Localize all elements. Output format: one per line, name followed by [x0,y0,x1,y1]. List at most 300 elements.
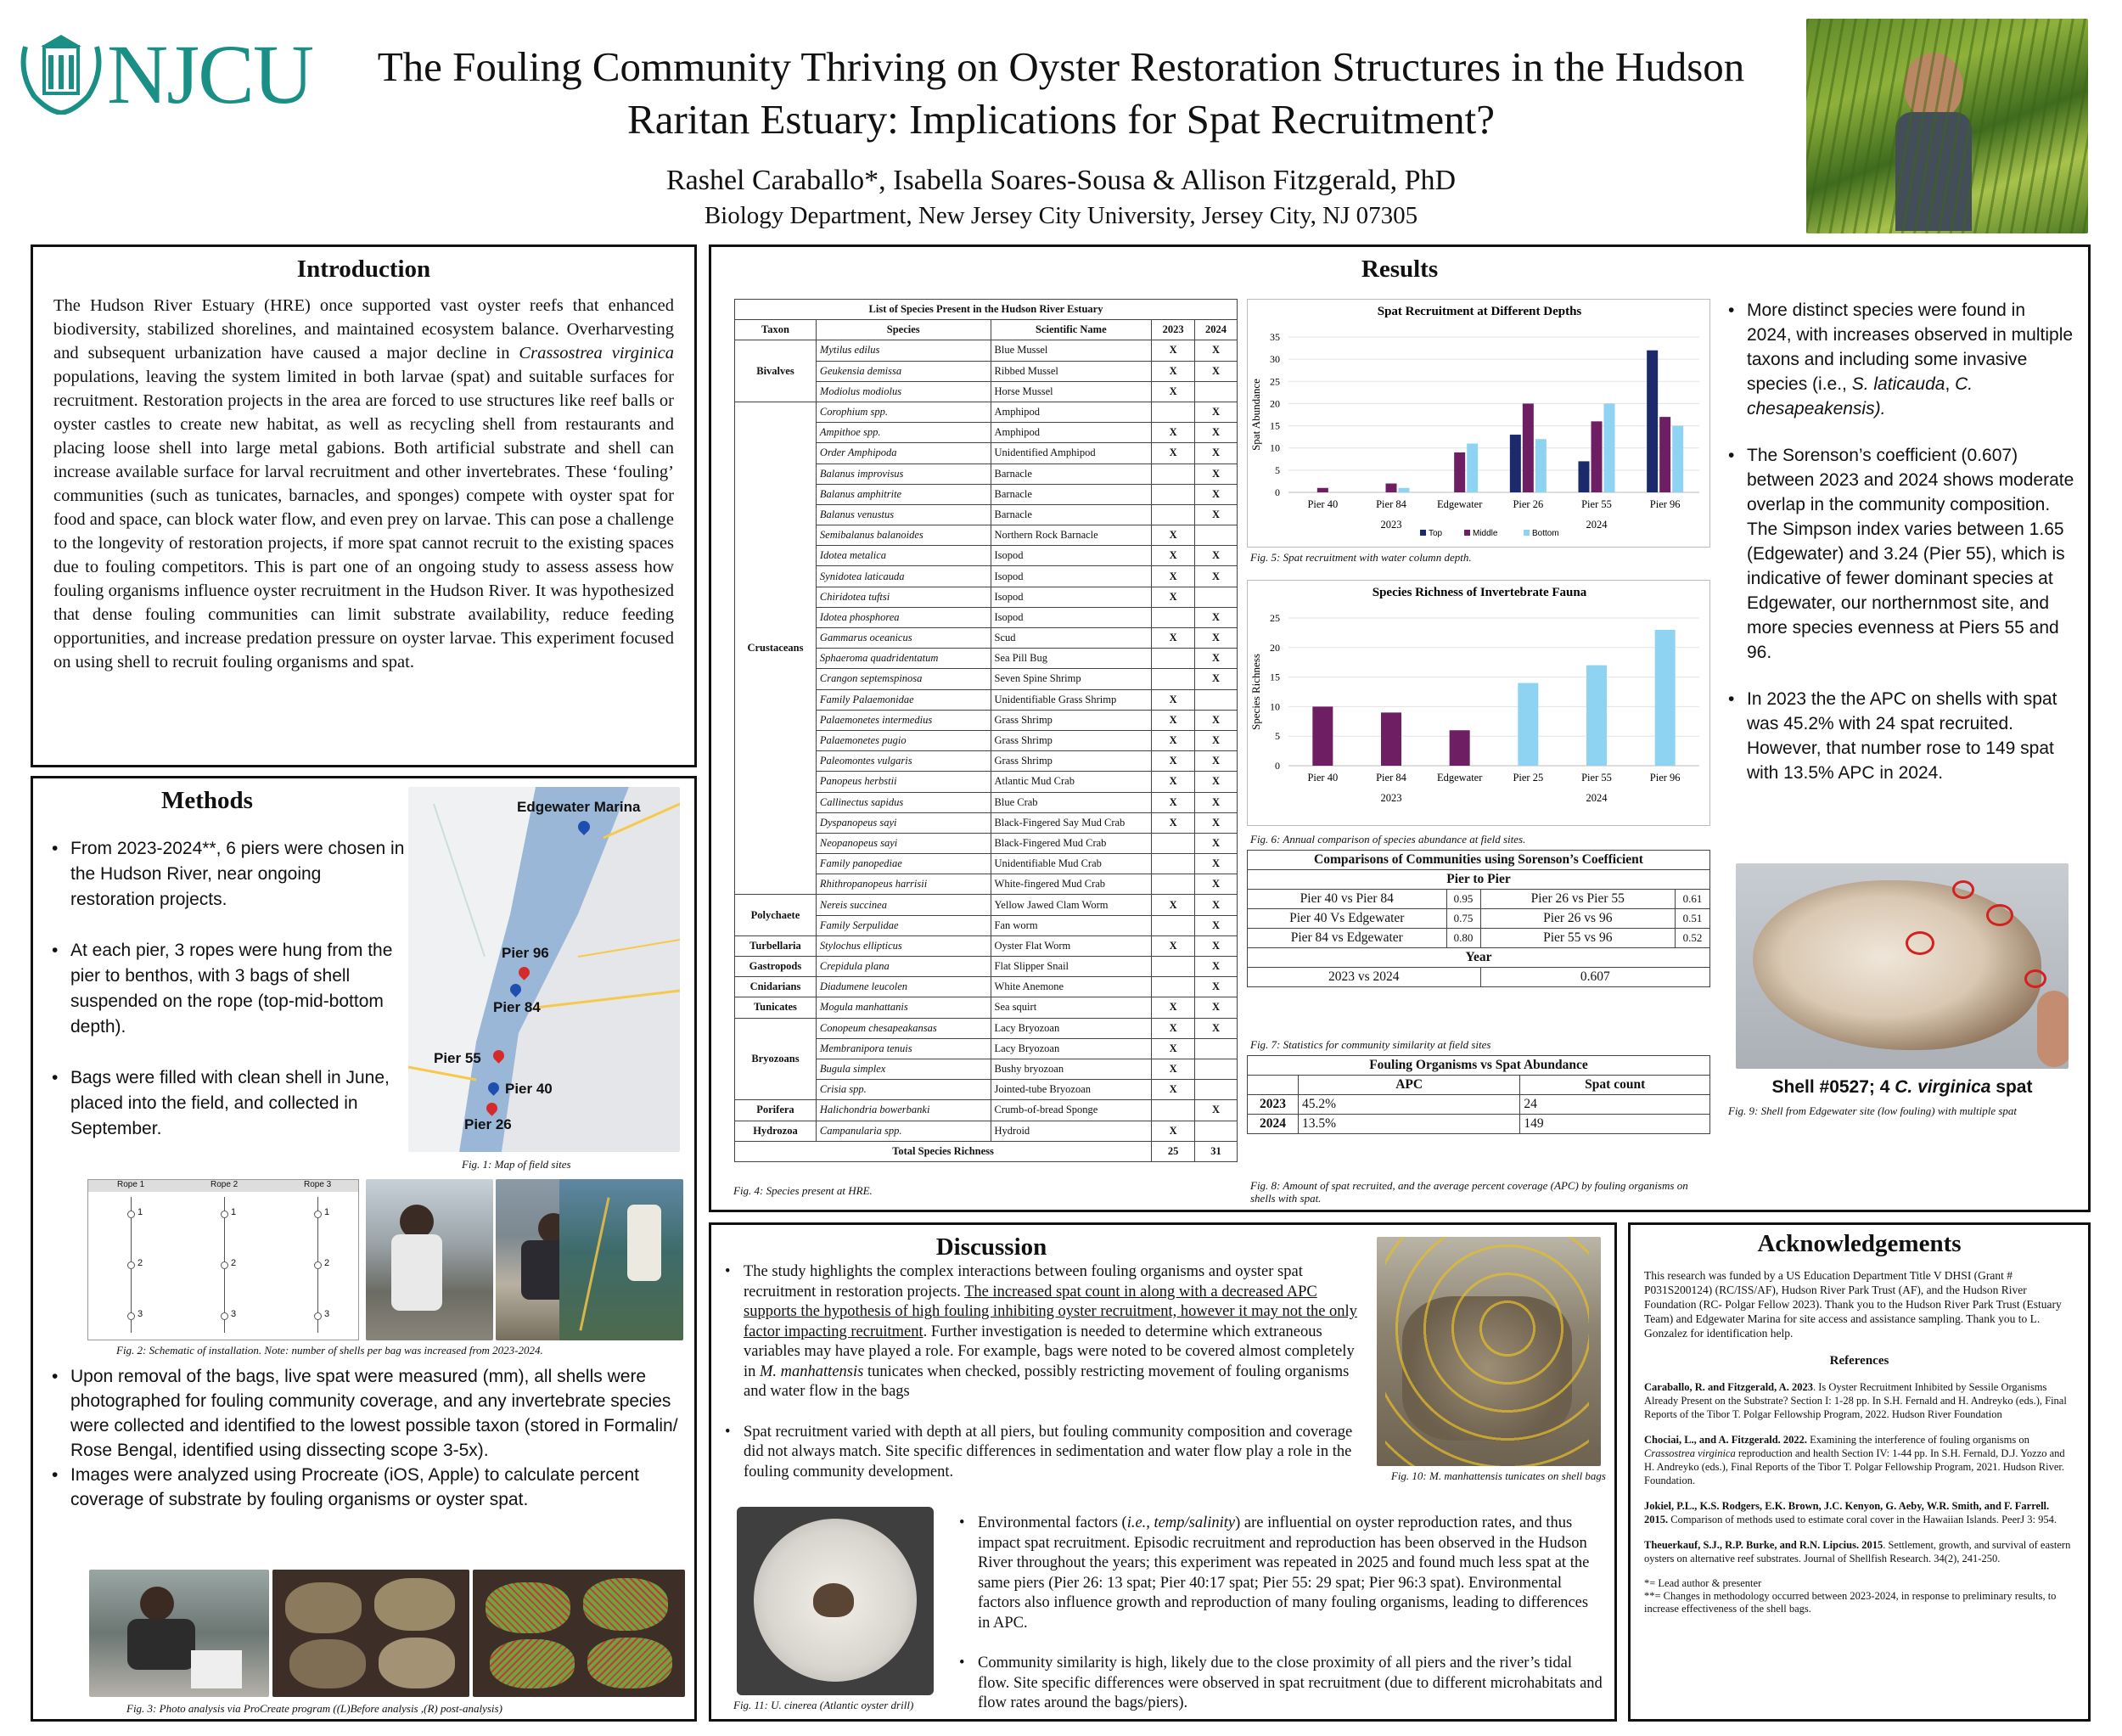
presence-2024-cell: X [1195,669,1238,689]
species-table-caption: List of Species Present in the Hudson River Estuary [735,300,1238,320]
presence-2024-cell: X [1195,340,1238,361]
bag-marker [314,1211,322,1218]
species-cell: Semibalanus balanoides [816,525,991,546]
common-name-cell: Barnacle [991,463,1152,484]
bar [1450,730,1470,766]
presence-2024-cell: X [1195,915,1238,935]
chart-species-richness-svg [1248,581,1711,827]
y-tick-label: 10 [1270,700,1280,713]
bag-number: 1 [324,1207,330,1217]
x-tick-label: Edgewater [1436,772,1483,784]
bag-number: 1 [138,1207,143,1217]
presence-2024-cell: X [1195,854,1238,874]
species-cell: Stylochus ellipticus [816,935,991,956]
presence-2023-cell: X [1152,710,1195,730]
chart-title: Spat Recruitment at Different Depths [1377,305,1582,318]
species-cell: Dyspanopeus sayi [816,812,991,833]
common-name-cell: Amphipod [991,402,1152,422]
sorenson-sub-year: Year [1248,948,1710,968]
species-cell: Palaemonetes pugio [816,730,991,750]
sorenson-cell: Pier 26 vs 96 [1480,909,1675,929]
common-name-cell: Sea squirt [991,997,1152,1018]
sorenson-cell: 0.61 [1676,890,1710,909]
discussion-bullet-1-italic: M. manhattensis [760,1362,864,1380]
species-cell: Modiolus modiolus [816,381,991,402]
map-label-pier55: Pier 55 [434,1050,481,1066]
presence-2024-cell [1195,1059,1238,1079]
presence-2023-cell [1152,504,1195,525]
species-cell: Mytilus edilus [816,340,991,361]
fig11-caption: Fig. 11: U. cinerea (Atlantic oyster drill) [733,1699,914,1711]
species-cell: Ampithoe spp. [816,423,991,443]
legend-label: Top [1429,529,1443,538]
species-cell: Balanus improvisus [816,463,991,484]
sorenson-cell: 0.52 [1676,929,1710,948]
shell-label-a: Shell #0527; 4 [1771,1077,1895,1097]
common-name-cell: Barnacle [991,504,1152,525]
title-line-1: The Fouling Community Thriving on Oyster Restoration Structures in the Hudson [377,43,1745,90]
legend-swatch [1420,530,1426,536]
total-label: Total Species Richness [735,1141,1152,1161]
common-name-cell: Yellow Jawed Clam Worm [991,895,1152,915]
acknowledgements-panel [1628,1222,2091,1722]
results-bullet-1-c: , [1945,374,1956,394]
total-2023: 25 [1152,1141,1195,1161]
species-cell: Crepidula plana [816,957,991,977]
installation-photo-1 [366,1179,493,1340]
species-cell: Family Palaemonidae [816,689,991,710]
footnote-lead: *= Lead author & presenter [1644,1577,1762,1589]
discussion-bullet-4: • Community similarity is high, likely due to the close proximity of all piers and the river’s tidal flow. Site specific differences were observed in spat recruitment (due to different microhabitats and flow rates around the bags/piers). [957,1654,1603,1714]
njcu-seal-icon [19,30,104,115]
common-name-cell: Lacy Bryozoan [991,1018,1152,1038]
sorenson-year-label: 2023 vs 2024 [1248,968,1481,987]
x-tick-label: Pier 40 [1307,772,1339,784]
y-tick-label: 20 [1270,397,1280,410]
bar-top [1647,351,1658,492]
common-name-cell: Scud [991,628,1152,649]
legend-swatch [1464,530,1470,536]
x-tick-label: Pier 84 [1376,772,1406,784]
presence-2024-cell [1195,587,1238,607]
bag-marker [314,1261,322,1269]
bar [1381,712,1401,766]
species-cell: Idotea metalica [816,546,991,566]
discussion-bullet-1 [723,1262,1368,1402]
fig9-caption: Fig. 9: Shell from Edgewater site (low fouling) with multiple spat [1728,1104,2018,1117]
reference-item [1644,1433,2074,1487]
bar-top [1510,435,1521,492]
y-tick-label: 0 [1275,486,1280,498]
discussion-bullet-2: • Spat recruitment varied with depth at all piers, but fouling community composition and coverage did not always match. Site specific differences in sedimentation and water flow play a role in the fouling community development. [723,1423,1368,1483]
table-row [735,1100,1238,1121]
results-bullet-3: • In 2023 the the APC on shells with spat was 45.2% with 24 spat recruited. However, that number rose to 149 spat with 13.5% APC in 2024. [1726,687,2074,785]
discussion-bullet-3 [957,1514,1603,1633]
species-table-header: Taxon [735,320,817,340]
sorenson-table [1247,850,1710,987]
sorenson-title: Comparisons of Communities using Sorenson’s Coefficient [1248,851,1710,870]
group-label: 2023 [1380,792,1402,804]
species-cell: Chiridotea tuftsi [816,587,991,607]
results-bullet-1-a: More distinct species were found in 2024, with increases observed in multiple taxons and including some invasive species (i.e., [1747,301,2074,394]
common-name-cell: Black-Fingered Say Mud Crab [991,812,1152,833]
authors: Rashel Caraballo*, Isabella Soares-Sousa & Allison Fitzgerald, PhD [665,165,1457,196]
taxon-cell: Polychaete [735,895,817,935]
affiliation: Biology Department, New Jersey City University, Jersey City, NJ 07305 [704,202,1418,229]
x-tick-label: Pier 96 [1649,498,1681,510]
x-tick-label: Pier 25 [1513,772,1544,784]
table-row [735,340,1238,361]
table-row [1248,929,1710,948]
acknowledgements-title: Acknowledgements [1757,1230,1962,1257]
fig7-caption: Fig. 7: Statistics for community similarity at field sites [1250,1038,1491,1051]
bag-number: 3 [138,1309,143,1319]
presence-2023-cell [1152,649,1195,669]
results-title: Results [1361,256,1439,283]
presence-2023-cell: X [1152,628,1195,649]
bag-number: 2 [231,1258,237,1268]
chart-spat-depth [1247,299,1710,548]
discussion-bullet-1-b: . Further investigation is needed to determine which extraneous variables may have played a role. For example, bags were noted to be covered almost completely in [744,1323,1355,1380]
sorenson-cell: Pier 26 vs Pier 55 [1480,890,1675,909]
presence-2024-cell: X [1195,751,1238,772]
introduction-text [53,294,674,674]
fig10-caption: Fig. 10: M. manhattensis tunicates on shell bags [1390,1469,1606,1482]
taxon-cell: Cnidarians [735,977,817,997]
presence-2024-cell: X [1195,792,1238,812]
species-table-header: Species [816,320,991,340]
presence-2024-cell [1195,525,1238,546]
x-tick-label: Pier 96 [1649,772,1681,784]
footnote-methods: **= Changes in methodology occurred between 2023-2024, in response to preliminary results, to increase effectiveness of the shell bags. [1644,1590,2057,1615]
presence-2024-cell: X [1195,361,1238,381]
legend-label: Middle [1473,529,1498,538]
methods-list-top [50,836,407,1142]
bar-bottom [1399,488,1410,492]
x-tick-label: Edgewater [1436,498,1483,510]
apc-cell: 149 [1520,1115,1710,1134]
common-name-cell: Ribbed Mussel [991,361,1152,381]
y-tick-label: 30 [1270,353,1280,366]
presence-2024-cell: X [1195,484,1238,504]
presence-2023-cell: X [1152,689,1195,710]
reference-item [1644,1499,2074,1526]
common-name-cell: Grass Shrimp [991,751,1152,772]
intro-text-part2: populations, leaving the system limited in both larvae (spat) and suitable surfaces for recruitment. Restoration projects in the area are forced to use structures like reef balls or oyster castles to create new habitat, as well as recycling shell from restaurants and placing loose shell into large metal gabions. Both artificial substrate and shell can increase available surface for larval recruitment and other invertebrates. These ‘fouling’ communities (such as tunicates, barnacles, and sponges) compete with oyster spat for food and space, can block water flow, and even prey on larvae. This can pose a challenge to the longevity of restoration projects, if more spat cannot recruit to the existing spaces due to fouling competitors. This is part one of an ongoing study to assess assess how fouling organisms influence oyster recruitment in the Hudson River. It was hypothesized that dense fouling communities can limit substrate availability, reduce feeding opportunities, and increase predation pressure on oyster larvae. This experiment focused on using shell to recruit fouling organisms and spat. [53,368,674,671]
installation-photo-river [559,1179,683,1340]
map-label-pier26: Pier 26 [464,1116,512,1132]
poster-title [306,41,1816,146]
table-row [1248,890,1710,909]
taxon-cell: Bivalves [735,340,817,402]
presence-2023-cell: X [1152,812,1195,833]
reference-text: . Settlement, growth, and survival of eastern oysters on alternative reef substrates. Journal of Shellfish Research. 34(2), 241-250. [1644,1539,2071,1565]
species-cell: Membranipora tenuis [816,1038,991,1059]
fig4-caption: Fig. 4: Species present at HRE. [733,1184,873,1197]
bag-marker [127,1261,135,1269]
table-row [735,997,1238,1018]
table-row [735,977,1238,997]
bar [1655,630,1676,766]
sorenson-year-value: 0.607 [1480,968,1709,987]
bag-number: 3 [324,1309,330,1319]
presence-2023-cell: X [1152,1038,1195,1059]
y-axis-label: Species Richness [1249,654,1262,730]
table-row [735,1121,1238,1141]
sorenson-sub-pier: Pier to Pier [1248,870,1710,890]
common-name-cell: Isopod [991,607,1152,627]
shell-photo [1736,863,2069,1069]
common-name-cell: Unidentifiable Mud Crab [991,854,1152,874]
y-tick-label: 25 [1270,375,1280,388]
species-cell: Crisia spp. [816,1080,991,1100]
methods-bullet-5: • Images were analyzed using Procreate (iOS, Apple) to calculate percent coverage of substrate by fouling organisms or oyster spat. [50,1463,688,1512]
reference-text: . Is Oyster Recruitment Inhibited by Sessile Organisms Already Present on the Substrate? Section I: 1-28 pp. In S.H. Fernald and H. Andreyko (eds.), Final Reports of the Tibor T. Polgar Fellowship Program, 2022. Hudson River Foundation [1644,1381,2067,1420]
discussion-bullet-1-underline: The increased spat count in along with a decreased APC supports the hypothesis of high fouling inhibiting oyster recruitment, however it may not the only factor impacting recruitment [744,1283,1357,1340]
common-name-cell: Hydroid [991,1121,1152,1141]
presence-2023-cell: X [1152,566,1195,587]
x-tick-label: Pier 40 [1307,498,1339,510]
y-tick-label: 0 [1275,760,1280,772]
y-tick-label: 10 [1270,441,1280,454]
taxon-cell: Bryozoans [735,1018,817,1100]
bar-bottom [1467,443,1478,492]
presence-2024-cell: X [1195,935,1238,956]
reference-text: Comparison of methods used to estimate coral cover in the Hawaiian Islands. PeerJ 3: 954. [1668,1514,2057,1525]
bar-middle [1317,488,1328,492]
bar-bottom [1535,439,1547,492]
reference-text: reproduction and health Section IV: 1-44 pp. In S.H. Fernald, D.J. Yozzo and H. Andreyko (eds.), Final Reports of the Tibor T. Polgar Fellowship Program, 2021. Hudson River. Foundation. [1644,1447,2065,1486]
presence-2024-cell [1195,1080,1238,1100]
presence-2024-cell: X [1195,1018,1238,1038]
presence-2024-cell [1195,1038,1238,1059]
y-tick-label: 25 [1270,612,1280,624]
discussion-bullet-1-a: The study highlights the complex interactions between fouling organisms and oyster spat recruitment in restoration projects. [744,1263,1303,1301]
analysis-photo-person [89,1570,269,1697]
table-row [1248,909,1710,929]
presence-2023-cell [1152,854,1195,874]
apc-cell: 2023 [1248,1095,1299,1115]
apc-header: Spat count [1520,1076,1710,1095]
y-axis-label: Spat Abundance [1249,379,1262,451]
reference-authors: Caraballo, R. and Fitzgerald, A. 2023 [1644,1381,1813,1393]
fig8-caption: Fig. 8: Amount of spat recruited, and the average percent coverage (APC) by fouling organisms on shells with spat. [1250,1179,1688,1205]
presence-2024-cell: X [1195,730,1238,750]
common-name-cell: Oyster Flat Worm [991,935,1152,956]
presence-2024-cell: X [1195,649,1238,669]
discussion-list-top [723,1262,1368,1482]
species-cell: Geukensia demissa [816,361,991,381]
taxon-cell: Crustaceans [735,402,817,895]
common-name-cell: Grass Shrimp [991,710,1152,730]
presenter-photo [1806,19,2088,233]
group-label: 2023 [1380,519,1402,531]
presence-2023-cell: X [1152,340,1195,361]
presence-2024-cell: X [1195,812,1238,833]
y-tick-label: 5 [1275,730,1280,743]
sorenson-cell: 0.95 [1446,890,1480,909]
x-tick-label: Pier 26 [1513,498,1544,510]
field-site-map [408,787,680,1152]
species-cell: Crangon septemspinosa [816,669,991,689]
discussion-panel [709,1222,1617,1722]
species-cell: Sphaeroma quadridentatum [816,649,991,669]
presence-2023-cell: X [1152,361,1195,381]
results-bullet-1-b: S. laticauda [1851,374,1945,394]
common-name-cell: Isopod [991,587,1152,607]
species-cell: Nereis succinea [816,895,991,915]
legend-swatch [1524,530,1530,536]
spat-marker-3-icon [1906,931,1934,955]
presence-2023-cell: X [1152,1018,1195,1038]
sorenson-cell: 0.75 [1446,909,1480,929]
results-panel [709,244,2091,1212]
methods-bullet-2: • At each pier, 3 ropes were hung from the pier to benthos, with 3 bags of shell suspended on the rope (top-mid-bottom depth). [50,938,407,1040]
common-name-cell: Amphipod [991,423,1152,443]
species-cell: Balanus amphitrite [816,484,991,504]
presence-2023-cell [1152,669,1195,689]
total-row [735,1141,1238,1161]
presence-2024-cell: X [1195,772,1238,792]
reference-authors: Jokiel, P.L., K.S. Rodgers, E.K. Brown, J.C. Kenyon, G. Aeby, W.R. Smith, and F. Farrell. 2015. [1644,1500,2050,1525]
discussion-list-bottom [957,1514,1603,1714]
table-row [735,957,1238,977]
presence-2024-cell: X [1195,546,1238,566]
species-cell: Mogula manhattanis [816,997,991,1018]
common-name-cell: Isopod [991,566,1152,587]
presence-2024-cell [1195,689,1238,710]
sorenson-cell: 0.51 [1676,909,1710,929]
legend-label: Bottom [1532,529,1559,538]
presence-2023-cell: X [1152,792,1195,812]
apc-title: Fouling Organisms vs Spat Abundance [1248,1056,1710,1076]
species-cell: Paleomontes vulgaris [816,751,991,772]
sorenson-cell: Pier 40 Vs Edgewater [1248,909,1447,929]
species-cell: Diadumene leucolen [816,977,991,997]
bar-bottom [1672,426,1683,492]
presence-2024-cell: X [1195,504,1238,525]
presence-2023-cell [1152,463,1195,484]
presence-2023-cell: X [1152,997,1195,1018]
common-name-cell: Crumb-of-bread Sponge [991,1100,1152,1121]
sorenson-cell: Pier 40 vs Pier 84 [1248,890,1447,909]
bar [1518,683,1538,766]
species-table-header: 2023 [1152,320,1195,340]
presence-2023-cell: X [1152,381,1195,402]
common-name-cell: Barnacle [991,484,1152,504]
fig3-caption: Fig. 3: Photo analysis via ProCreate program ((L)Before analysis ,(R) post-analysis) [126,1702,502,1715]
presence-2024-cell: X [1195,957,1238,977]
presence-2023-cell: X [1152,546,1195,566]
species-cell: Rhithropanopeus harrisii [816,874,991,895]
bag-marker [127,1312,135,1320]
common-name-cell: Unidentifiable Grass Shrimp [991,689,1152,710]
reference-authors: Theuerkauf, S.J., R.P. Burke, and R.N. Lipcius. 2015 [1644,1539,1883,1551]
acknowledgements-text: This research was funded by a US Education Department Title V DHSI (Grant # P031S200124) (RC/ISS/AF), Hudson River Park Trust (AF), and the Hudson River Foundation (RC- Polgar Fellow 2023). Thank you to the Hudson River Park Trust (Estuary Team) and Edgewater Marina for site access and assistance sampling. Thank you to L. Gonzalez for identification help. [1644,1269,2062,1340]
references-title: References [1829,1354,1889,1368]
common-name-cell: White Anemone [991,977,1152,997]
presence-2024-cell: X [1195,977,1238,997]
y-tick-label: 35 [1270,331,1280,343]
species-cell: Order Amphipoda [816,443,991,463]
map-label-pier40: Pier 40 [505,1081,553,1097]
bag-marker [314,1312,322,1320]
bar-bottom [1604,403,1615,492]
y-tick-label: 15 [1270,671,1280,683]
sorenson-cell: 0.80 [1446,929,1480,948]
discussion-bullet-1-c: tunicates when checked, possibly restricting movement of fouling organisms and water flow in the bags [744,1362,1350,1400]
reference-item [1644,1538,2074,1565]
common-name-cell: White-fingered Mud Crab [991,874,1152,895]
presence-2023-cell: X [1152,772,1195,792]
species-cell: Family panopediae [816,854,991,874]
species-cell: Balanus venustus [816,504,991,525]
presence-2024-cell: X [1195,997,1238,1018]
presence-2023-cell [1152,402,1195,422]
presence-2024-cell: X [1195,607,1238,627]
fig6-caption: Fig. 6: Annual comparison of species abundance at field sites. [1250,833,1526,846]
species-cell: Conopeum chesapeakansas [816,1018,991,1038]
presence-2024-cell: X [1195,874,1238,895]
reference-item [1644,1380,2074,1421]
spat-marker-4-icon [2024,969,2046,988]
y-tick-label: 20 [1270,641,1280,654]
presence-2023-cell: X [1152,1059,1195,1079]
chart-species-richness [1247,580,1710,826]
bar [1312,706,1333,766]
methods-title: Methods [161,787,253,814]
bar-middle [1523,403,1534,492]
methods-bullet-3: • Bags were filled with clean shell in June, placed into the field, and collected in September. [50,1065,407,1142]
common-name-cell: Blue Crab [991,792,1152,812]
methods-list-bottom [50,1364,688,1512]
map-label-pier84: Pier 84 [493,999,541,1015]
presence-2023-cell [1152,484,1195,504]
table-row [1248,1095,1710,1115]
common-name-cell: Sea Pill Bug [991,649,1152,669]
bar [1586,666,1607,766]
discussion-bullet-3-b: ) are influential on oyster reproduction rates, and thus impact spat recruitment. Episodic recruitment and reproduction has been observed in the Hudson River throughout the years; this experiment was repeated in 2025 and found much less spat at the same piers (Pier 26: 13 spat; Pier 40:17 spat; Pier 55: 29 spat; Pier 96:3 spat). Environmental factors also influence growth and reproduction of many fouling organisms, leading to differences in APC. [978,1514,1590,1632]
chart-spat-depth-svg [1248,300,1711,548]
discussion-title: Discussion [935,1233,1047,1261]
table-row [1248,1115,1710,1134]
common-name-cell: Horse Mussel [991,381,1152,402]
map-label-edgewater: Edgewater Marina [517,799,641,815]
bag-number: 3 [231,1309,237,1319]
presence-2024-cell: X [1195,423,1238,443]
species-cell: Neopanopeus sayi [816,833,991,853]
rope-3-label: Rope 3 [304,1180,332,1189]
methods-panel [31,776,697,1722]
common-name-cell: Seven Spine Shrimp [991,669,1152,689]
species-cell: Synidotea laticauda [816,566,991,587]
rope-schematic [87,1179,359,1340]
bag-number: 1 [231,1207,237,1217]
taxon-cell: Porifera [735,1100,817,1121]
presence-2024-cell: X [1195,833,1238,853]
common-name-cell: Isopod [991,546,1152,566]
map-label-pier96: Pier 96 [502,945,549,961]
presence-2024-cell: X [1195,1100,1238,1121]
common-name-cell: Northern Rock Barnacle [991,525,1152,546]
apc-header: APC [1298,1076,1519,1095]
bar-top [1579,461,1590,492]
shell-label-b: C. virginica [1895,1077,1991,1097]
rope-2-label: Rope 2 [211,1180,239,1189]
presence-2023-cell [1152,915,1195,935]
presence-2024-cell: X [1195,566,1238,587]
species-cell: Corophium spp. [816,402,991,422]
